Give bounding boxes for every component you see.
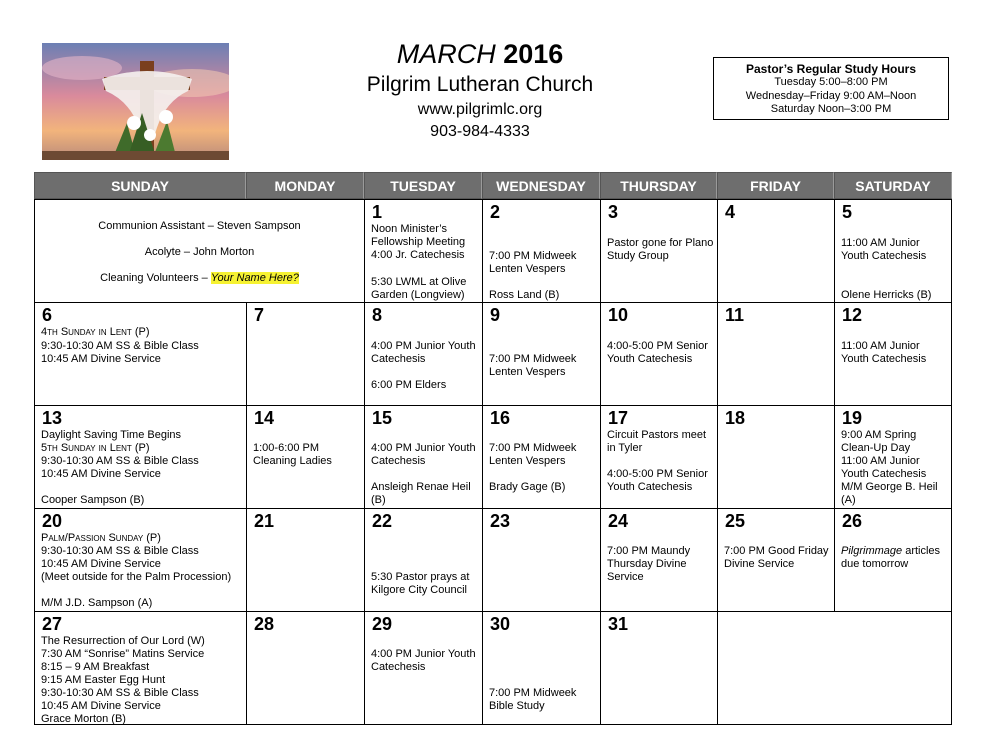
event: 11:00 AM Junior Youth Catechesis: [841, 237, 927, 262]
year: 2016: [503, 39, 564, 69]
day-cell-16: [482, 405, 601, 509]
event: 7:00 PM Maundy Thursday Divine Service: [607, 545, 691, 583]
event: 10:45 AM Divine Service: [41, 353, 161, 365]
liturgical-day: Palm/Passion Sunday (P): [41, 532, 161, 544]
notice-cell: [34, 199, 365, 303]
day-cell-2: [482, 199, 601, 303]
liturgical-day: The Resurrection of Our Lord (W): [41, 635, 205, 647]
day-cell-15: [364, 405, 483, 509]
event: 4:00-5:00 PM Senior Youth Catechesis: [607, 340, 708, 365]
day-cell-1: [364, 199, 483, 303]
day-cell-11: [717, 302, 835, 406]
event: 11:00 AM Junior Youth Catechesis: [841, 340, 927, 365]
day-number: 28: [254, 614, 275, 634]
church-name: Pilgrim Lutheran Church: [366, 73, 594, 96]
event: 9:30-10:30 AM SS & Bible Class: [41, 455, 199, 467]
day-number: 11: [725, 305, 745, 325]
day-cell-13: [34, 405, 247, 509]
day-cell-29: [364, 611, 483, 725]
event: Brady Gage (B): [489, 481, 566, 493]
event: 9:00 AM Spring Clean-Up Day: [841, 429, 917, 454]
event: 8:15 – 9 AM Breakfast: [41, 661, 150, 673]
event: 7:00 PM Midweek Bible Study: [489, 687, 577, 712]
event: [841, 545, 948, 571]
day-number: 8: [372, 305, 383, 325]
day-cell-10: [600, 302, 718, 406]
day-number: 20: [42, 511, 63, 531]
event: Grace Morton (B): [41, 713, 126, 725]
event: 9:15 AM Easter Egg Hunt: [41, 674, 166, 686]
event: Daylight Saving Time Begins: [41, 429, 182, 441]
event: 4:00 PM Junior Youth Catechesis: [371, 648, 476, 673]
church-website: www.pilgrimlc.org: [417, 101, 543, 118]
study-hours-line: Tuesday 5:00–8:00 PM: [774, 76, 888, 88]
day-cell-19: [834, 405, 952, 509]
acolyte: Acolyte – John Morton: [144, 246, 255, 258]
day-header-monday: MONDAY: [246, 172, 364, 199]
day-cell-8: [364, 302, 483, 406]
day-number: 25: [725, 511, 746, 531]
event: 7:30 AM “Sonrise” Matins Service: [41, 648, 205, 660]
day-number: 3: [608, 202, 619, 222]
day-cell-9: [482, 302, 601, 406]
day-number: 15: [372, 408, 393, 428]
day-header-saturday: SATURDAY: [834, 172, 952, 199]
event: Pastor gone for Plano Study Group: [607, 237, 714, 262]
event: Ansleigh Renae Heil (B): [371, 481, 471, 506]
event: 6:00 PM Elders: [371, 379, 447, 391]
newsletter-name: Pilgrimmage: [841, 545, 903, 557]
day-header-friday: FRIDAY: [717, 172, 834, 199]
day-number: 5: [842, 202, 853, 222]
event: 4:00 PM Junior Youth Catechesis: [371, 340, 476, 365]
day-cell-14: [246, 405, 365, 509]
easter-cross-image: [42, 43, 229, 160]
day-number: 21: [254, 511, 275, 531]
day-number: 16: [490, 408, 511, 428]
study-hours-title: Pastor’s Regular Study Hours: [745, 62, 917, 76]
event: 4:00 Jr. Catechesis: [371, 249, 465, 261]
study-hours-box: [713, 57, 949, 120]
day-number: 2: [490, 202, 501, 222]
day-cell-26: [834, 508, 952, 612]
month-title: [330, 37, 630, 71]
cleaning-label: Cleaning Volunteers –: [100, 272, 211, 284]
event: 4:00 PM Junior Youth Catechesis: [371, 442, 476, 467]
event: Noon Minister’s Fellowship Meeting: [371, 223, 466, 248]
day-cell-25: [717, 508, 835, 612]
day-number: 29: [372, 614, 393, 634]
event: (Meet outside for the Palm Procession): [41, 571, 232, 583]
event: Circuit Pastors meet in Tyler: [607, 429, 707, 454]
day-cell-4: [717, 199, 835, 303]
day-cell-6: [34, 302, 247, 406]
day-number: 18: [725, 408, 746, 428]
event: M/M George B. Heil (A): [841, 481, 938, 506]
event: 9:30-10:30 AM SS & Bible Class: [41, 545, 199, 557]
day-header-thursday: THURSDAY: [600, 172, 717, 199]
church-phone: 903-984-4333: [430, 123, 530, 140]
day-cell-17: [600, 405, 718, 509]
day-cell-30: [482, 611, 601, 725]
day-cell-21: [246, 508, 365, 612]
day-number: 7: [254, 305, 265, 325]
day-number: 22: [372, 511, 393, 531]
day-cell-7: [246, 302, 365, 406]
day-cell-24: [600, 508, 718, 612]
day-cell-5: [834, 199, 952, 303]
study-hours-line: Saturday Noon–3:00 PM: [770, 103, 892, 115]
liturgical-day: 5th Sunday in Lent (P): [41, 442, 150, 454]
event-text: articles due tomorrow: [841, 545, 941, 570]
month-name: MARCH: [396, 39, 496, 69]
cleaning-highlight: Your Name Here?: [210, 272, 299, 284]
event: Cooper Sampson (B): [41, 494, 145, 506]
event: 7:00 PM Midweek Lenten Vespers: [489, 250, 577, 275]
day-number: 4: [725, 202, 736, 222]
day-number: 23: [490, 511, 511, 531]
event: 7:00 PM Midweek Lenten Vespers: [489, 442, 577, 467]
day-cell-18: [717, 405, 835, 509]
communion-assistant: Communion Assistant – Steven Sampson: [98, 220, 301, 232]
day-header-tuesday: TUESDAY: [364, 172, 482, 199]
event: 10:45 AM Divine Service: [41, 558, 161, 570]
event: 9:30-10:30 AM SS & Bible Class: [41, 687, 199, 699]
event: 1:00-6:00 PM Cleaning Ladies: [253, 442, 332, 467]
day-number: 27: [42, 614, 63, 634]
event: 9:30-10:30 AM SS & Bible Class: [41, 340, 199, 352]
day-number: 12: [842, 305, 863, 325]
day-number: 30: [490, 614, 511, 634]
day-number: 1: [372, 202, 383, 222]
day-number: 14: [254, 408, 275, 428]
day-header-wednesday: WEDNESDAY: [482, 172, 600, 199]
day-number: 19: [842, 408, 863, 428]
day-number: 10: [608, 305, 629, 325]
cleaning-volunteers: [35, 272, 364, 285]
calendar-header: [330, 37, 630, 143]
event: M/M J.D. Sampson (A): [41, 597, 153, 609]
day-cell-12: [834, 302, 952, 406]
day-header-sunday: SUNDAY: [34, 172, 246, 199]
day-number: 13: [42, 408, 63, 428]
study-hours-line: Wednesday–Friday 9:00 AM–Noon: [745, 89, 917, 102]
event: 4:00-5:00 PM Senior Youth Catechesis: [607, 468, 708, 493]
empty-cell: [717, 611, 952, 725]
event: 10:45 AM Divine Service: [41, 468, 161, 480]
event: 5:30 Pastor prays at Kilgore City Council: [371, 571, 470, 596]
event: 7:00 PM Good Friday Divine Service: [724, 545, 829, 570]
event: Olene Herricks (B): [841, 289, 932, 301]
day-cell-27: [34, 611, 247, 725]
calendar-grid: [34, 172, 952, 725]
event: 10:45 AM Divine Service: [41, 700, 161, 712]
day-cell-22: [364, 508, 483, 612]
event: 5:30 LWML at Olive Garden (Longview): [371, 276, 467, 301]
day-number: 24: [608, 511, 629, 531]
event: 11:00 AM Junior Youth Catechesis: [841, 455, 927, 480]
day-number: 6: [42, 305, 53, 325]
day-cell-31: [600, 611, 718, 725]
event: Ross Land (B): [489, 289, 560, 301]
day-number: 9: [490, 305, 501, 325]
event: 7:00 PM Midweek Lenten Vespers: [489, 353, 577, 378]
day-number: 26: [842, 511, 863, 531]
day-cell-28: [246, 611, 365, 725]
day-number: 31: [608, 614, 629, 634]
day-cell-3: [600, 199, 718, 303]
day-number: 17: [608, 408, 629, 428]
liturgical-day: 4th Sunday in Lent (P): [41, 326, 150, 338]
day-cell-23: [482, 508, 601, 612]
day-cell-20: [34, 508, 247, 612]
